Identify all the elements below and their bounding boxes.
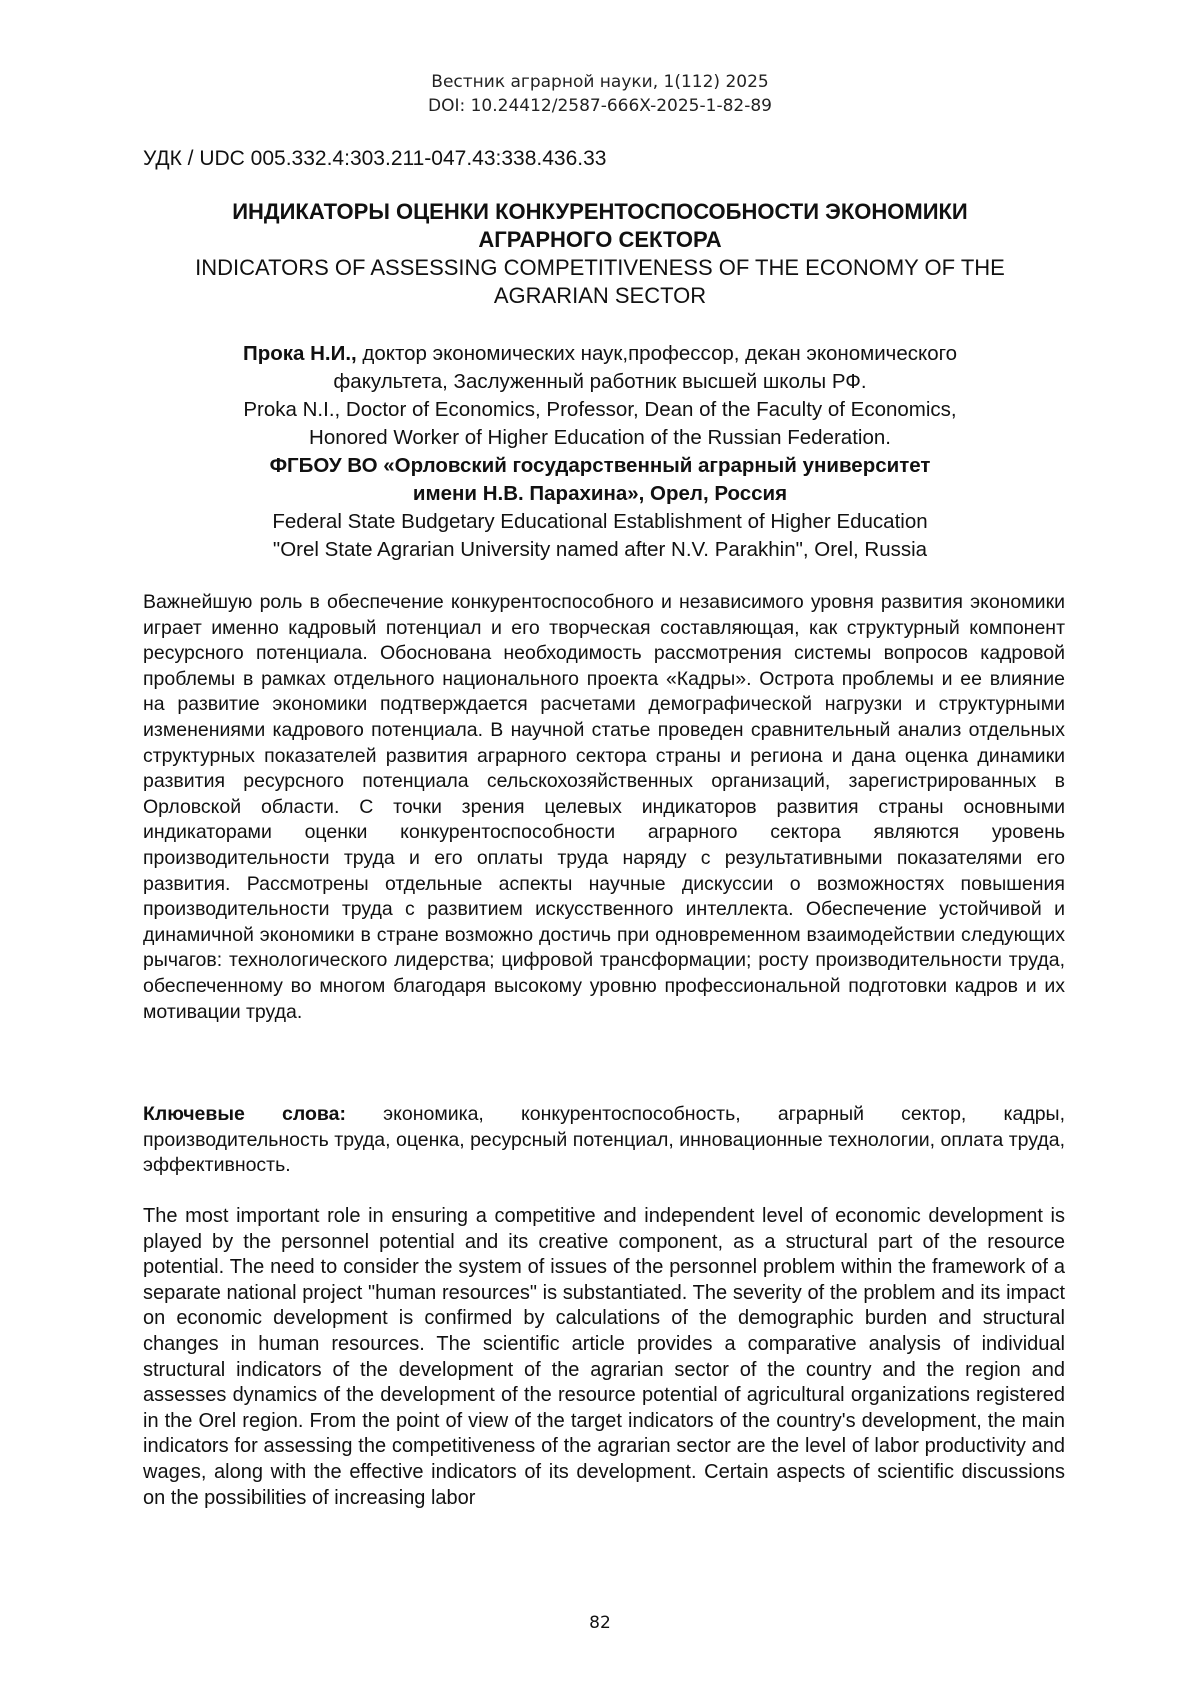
page-number: 82: [589, 1613, 611, 1633]
abstract-en: The most important role in ensuring a competitive and independent level of economic development is played by the personnel potential and its creative component, as a structural part of the resource potential. The need to consider the system of issues of the personnel problem within the framework of a separate national project "human resources" is substantiated. The severity of the problem and its impact on economic development is confirmed by calculations of the demographic burden and structural changes in human resources. The scientific article provides a comparative analysis of individual structural indicators of the development of the agrarian sector of the country and the region and assesses dynamics of the development of the resource potential of agricultural organizations registered in the Orel region. From the point of view of the target indicators of the country's development, the main indicators for assessing the competitiveness of the agrarian sector are the level of labor productivity and wages, along with the effective indicators of its development. Certain aspects of scientific discussions on the possibilities of increasing labor: [143, 1205, 1065, 1509]
affiliation-en-line-1: Federal State Budgetary Educational Establishment of Higher Education: [272, 510, 928, 533]
abstract-ru: Важнейшую роль в обеспечение конкурентоспособного и независимого уровня развития экономики играет именно кадровый потенциал и его творческая составляющая, как структурный компонент ресурсного потенциала. Обоснована необходимость рассмотрения системы вопросов кадровой проблемы в рамках отдельного национального проекта «Кадры». Острота проблемы и ее влияние на развитие экономики подтверждается расчетами демографической нагрузки и структурными изменениями кадрового потенциала. В научной статье проведен сравнительный анализ отдельных структурных показателей развития аграрного сектора страны и региона и дана оценка динамики развития ресурсного потенциала сельскохозяйственных организаций, зарегистрированных в Орловской области. С точки зрения целевых индикаторов развития страны основными индикаторами оценки конкурентоспособности аграрного сектора являются уровень производительности труда и его оплаты труда наряду с результативными показателями его развития. Рассмотрены отдельные аспекты научные дискуссии о возможностях повышения производительности труда с развитием искусственного интеллекта. Обеспечение устойчивой и динамичной экономики в стране возможно достичь при одновременном взаимодействии следующих рычагов: технологического лидерства; цифровой трансформации; росту производительности труда, обеспеченному во многом благодаря высокому уровню профессиональной подготовки кадров и их мотивации труда.: [143, 591, 1065, 1023]
affiliation-ru-line-2: имени Н.В. Парахина», Орел, Россия: [412, 482, 788, 505]
affiliation-ru-line-1: ФГБОУ ВО «Орловский государственный аграрный университет: [269, 454, 931, 477]
author-name-ru: Прока Н.И.,: [242, 342, 357, 365]
keywords-text: экономика, конкурентоспособность, аграрный сектор, кадры, производительность труда, оценка, ресурсный потенциал, инновационные технологии, оплата труда, эффективность.: [143, 1103, 1065, 1177]
title-en: [140, 254, 1060, 310]
journal-issue: Вестник аграрной науки, 1(112) 2025: [431, 72, 769, 92]
title-ru-line-2: АГРАРНОГО СЕКТОРА: [478, 227, 722, 252]
title-ru-line-1: ИНДИКАТОРЫ ОЦЕНКИ КОНКУРЕНТОСПОСОБНОСТИ ЭКОНОМИКИ: [232, 199, 968, 224]
author-block: [140, 340, 1060, 564]
doi: DOI: 10.24412/2587-666X-2025-1-82-89: [428, 96, 772, 116]
author-en-line-1: Proka N.I., Doctor of Economics, Professor, Dean of the Faculty of Economics,: [243, 398, 957, 421]
author-ru-line-1: [140, 340, 1060, 368]
article-title: [140, 198, 1060, 310]
affiliation-en-line-2: "Orel State Agrarian University named after N.V. Parakhin", Orel, Russia: [272, 538, 928, 561]
title-ru: [140, 198, 1060, 254]
title-en-line-1: INDICATORS OF ASSESSING COMPETITIVENESS OF THE ECONOMY OF THE: [195, 255, 1005, 280]
udc-code: УДК / UDC 005.332.4:303.211-047.43:338.436.33: [143, 147, 607, 170]
keywords: [143, 1102, 1065, 1179]
author-credentials-ru-1: доктор экономических наук,профессор, декан экономического: [356, 342, 958, 365]
title-en-line-2: AGRARIAN SECTOR: [493, 283, 707, 308]
author-en-line-2: Honored Worker of Higher Education of the Russian Federation.: [309, 426, 891, 449]
journal-header: [0, 70, 1200, 118]
keywords-label: Ключевые слова:: [143, 1103, 346, 1125]
author-credentials-ru-2: факультета, Заслуженный работник высшей школы РФ.: [333, 370, 867, 393]
